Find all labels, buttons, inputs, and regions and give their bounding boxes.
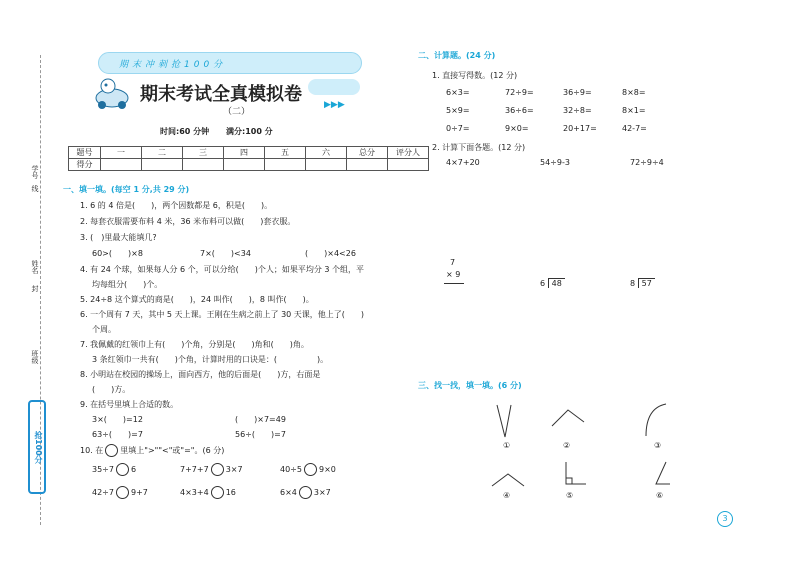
compare-item xyxy=(92,463,136,476)
angle-2 xyxy=(550,408,586,430)
angle-6-icon xyxy=(652,460,672,486)
line-mark: 线 xyxy=(31,185,39,192)
direct-item: 5×9= xyxy=(446,106,470,115)
angle-3-icon xyxy=(642,402,668,438)
question-10-prefix: 10. 在 xyxy=(80,446,104,455)
compare-right: 16 xyxy=(225,488,236,497)
table-header-cell: 一 xyxy=(101,147,142,159)
direct-item: 20+17= xyxy=(563,124,597,133)
question-7-line1: 7. 我佩戴的红领巾上有( )个角，分别是( )角和( )角。 xyxy=(80,340,309,349)
question-9: 9. 在括号里填上合适的数。 xyxy=(80,400,179,409)
student-no-label: 学号 xyxy=(31,165,39,179)
table-header-cell: 评分人 xyxy=(388,147,429,159)
direct-item: 6×3= xyxy=(446,88,470,97)
score-cell[interactable] xyxy=(306,159,347,171)
angle-1 xyxy=(495,403,515,441)
compare-right: 6 xyxy=(130,465,137,474)
expression: 4×7+20 xyxy=(446,158,480,167)
question-8-line2: ( )方。 xyxy=(92,385,131,394)
table-header-cell: 二 xyxy=(142,147,183,159)
direct-item: 8×8= xyxy=(622,88,646,97)
vertical-mult-top: 7 xyxy=(450,258,456,267)
expression: 54÷9-3 xyxy=(540,158,570,167)
angle-label: ④ xyxy=(503,491,511,500)
table-header-cell: 六 xyxy=(306,147,347,159)
compare-right: 3×7 xyxy=(313,488,331,497)
section2-heading: 二、计算题。(24 分) xyxy=(418,51,496,60)
page-title: 期末考试全真模拟卷 xyxy=(140,84,302,105)
score-row xyxy=(69,159,429,171)
arrow-decoration: ▶▶▶ xyxy=(324,100,345,110)
divisor: 6 xyxy=(540,279,546,288)
table-header-cell: 五 xyxy=(265,147,306,159)
compare-right: 9×0 xyxy=(318,465,336,474)
compare-left: 35÷7 xyxy=(92,465,114,474)
direct-item: 32÷8= xyxy=(563,106,592,115)
vertical-mult-op: × 9 xyxy=(446,270,461,279)
compare-circle[interactable] xyxy=(116,463,129,476)
compare-right: 9+7 xyxy=(130,488,148,497)
direct-item: 8×1= xyxy=(622,106,646,115)
question-9a: 3×( )=12 xyxy=(92,415,143,424)
question-4-line1: 4. 有 24 个球，如果每人分 6 个，可以分给( )个人；如果平均分 3 个组，平 xyxy=(80,265,365,274)
name-label: 姓名 xyxy=(31,260,39,274)
direct-item: 9×0= xyxy=(505,124,529,133)
compare-left: 4×3+4 xyxy=(180,488,209,497)
question-4-line2: 均每组分( )个。 xyxy=(92,280,163,289)
page-subtitle: （二） xyxy=(223,107,251,117)
question-3: 3. ( )里最大能填几? xyxy=(80,233,157,242)
angle-label: ⑤ xyxy=(566,491,574,500)
compare-item xyxy=(180,463,243,476)
section1-heading: 一、填一填。(每空 1 分,共 29 分) xyxy=(63,185,190,194)
table-header-cell: 三 xyxy=(183,147,224,159)
question-3b: 7×( )<34 xyxy=(200,249,251,258)
compare-left: 6×4 xyxy=(280,488,297,497)
question-9b: ( )×7=49 xyxy=(235,415,286,424)
compare-item xyxy=(92,486,148,499)
direct-item: 36÷6= xyxy=(505,106,534,115)
dividend: 57 xyxy=(638,278,655,288)
mascot-image xyxy=(92,76,132,110)
direct-item: 0÷7= xyxy=(446,124,470,133)
score-cell[interactable] xyxy=(224,159,265,171)
question-10 xyxy=(80,444,224,457)
table-header-cell: 总分 xyxy=(347,147,388,159)
score-cell[interactable] xyxy=(101,159,142,171)
question-8-line1: 8. 小明站在校园的操场上，面向西方，他的后面是( )方，右面是 xyxy=(80,370,321,379)
angle-label: ② xyxy=(563,441,571,450)
part2-title: 2. 计算下面各题。(12 分) xyxy=(432,143,526,152)
score-cell[interactable] xyxy=(142,159,183,171)
question-9d: 56÷( )=7 xyxy=(235,430,286,439)
question-1: 1. 6 的 4 倍是( )，两个因数都是 6，积是( )。 xyxy=(80,201,273,210)
score-cell[interactable] xyxy=(388,159,429,171)
score-table-header xyxy=(69,147,429,159)
angle-1-icon xyxy=(495,403,515,439)
score-row-label: 得分 xyxy=(69,159,101,171)
angle-4 xyxy=(490,472,526,490)
question-10-suffix: 里填上">""<"或"="。(6 分) xyxy=(120,446,225,455)
page-number: 3 xyxy=(717,511,733,527)
question-3c: ( )×4<26 xyxy=(305,249,356,258)
angle-5 xyxy=(562,460,588,488)
time-info: 时间:60 分钟 xyxy=(160,127,210,136)
table-header-cell: 题号 xyxy=(69,147,101,159)
score-info: 满分:100 分 xyxy=(226,127,273,136)
score-cell[interactable] xyxy=(347,159,388,171)
question-9c: 63÷( )=7 xyxy=(92,430,143,439)
angle-4-icon xyxy=(490,472,526,488)
score-table xyxy=(68,146,429,171)
expression: 72÷9÷4 xyxy=(630,158,664,167)
part1-title: 1. 直接写得数。(12 分) xyxy=(432,71,518,80)
table-header-cell: 四 xyxy=(224,147,265,159)
mascot-icon xyxy=(92,76,132,110)
compare-left: 7+7+7 xyxy=(180,465,209,474)
direct-item: 36÷9= xyxy=(563,88,592,97)
compare-left: 42÷7 xyxy=(92,488,114,497)
direct-item: 42-7= xyxy=(622,124,647,133)
compare-circle[interactable] xyxy=(211,463,224,476)
question-6-line1: 6. 一个周有 7 天，其中 5 天上课。王刚在生病之前上了 30 天课，他上了( ) xyxy=(80,310,365,319)
compare-right: 3×7 xyxy=(225,465,243,474)
vertical-mult-line xyxy=(444,283,464,284)
dividend: 48 xyxy=(548,278,565,288)
compare-left: 40÷5 xyxy=(280,465,302,474)
compare-circle-icon xyxy=(105,444,118,457)
angle-3 xyxy=(642,402,668,440)
direct-item: 72÷9= xyxy=(505,88,534,97)
question-5: 5. 24÷8 这个算式的商是( )，24 叫作( )，8 叫作( )。 xyxy=(80,295,314,304)
seal-mark: 封 xyxy=(31,285,39,292)
angle-label: ① xyxy=(503,441,511,450)
angle-5-icon xyxy=(562,460,588,486)
division-1 xyxy=(540,278,565,288)
title-decoration xyxy=(308,79,360,95)
question-6-line2: 个周。 xyxy=(92,325,116,334)
compare-circle[interactable] xyxy=(211,486,224,499)
score-cell[interactable] xyxy=(183,159,224,171)
section3-heading: 三、找一找，填一填。(6 分) xyxy=(418,381,522,390)
question-2: 2. 每套衣服需要布料 4 米，36 米布料可以做( )套衣服。 xyxy=(80,217,296,226)
angle-2-icon xyxy=(550,408,586,428)
compare-circle[interactable] xyxy=(299,486,312,499)
question-3a: 60>( )×8 xyxy=(92,249,143,258)
division-2 xyxy=(630,278,655,288)
angle-6 xyxy=(652,460,672,488)
compare-circle[interactable] xyxy=(304,463,317,476)
side-logo: 抢100分 xyxy=(28,400,46,494)
compare-item xyxy=(280,486,331,499)
angle-label: ⑥ xyxy=(656,491,664,500)
angle-label: ③ xyxy=(654,441,662,450)
question-7-line2: 3 条红领巾一共有( )个角，计算时用的口诀是：( )。 xyxy=(92,355,329,364)
banner-text: 期末冲刺抢100分 xyxy=(119,60,227,70)
compare-item xyxy=(280,463,336,476)
compare-item xyxy=(180,486,236,499)
divisor: 8 xyxy=(630,279,636,288)
score-cell[interactable] xyxy=(265,159,306,171)
compare-circle[interactable] xyxy=(116,486,129,499)
class-label: 班级 xyxy=(31,350,39,364)
header-banner xyxy=(98,52,362,74)
